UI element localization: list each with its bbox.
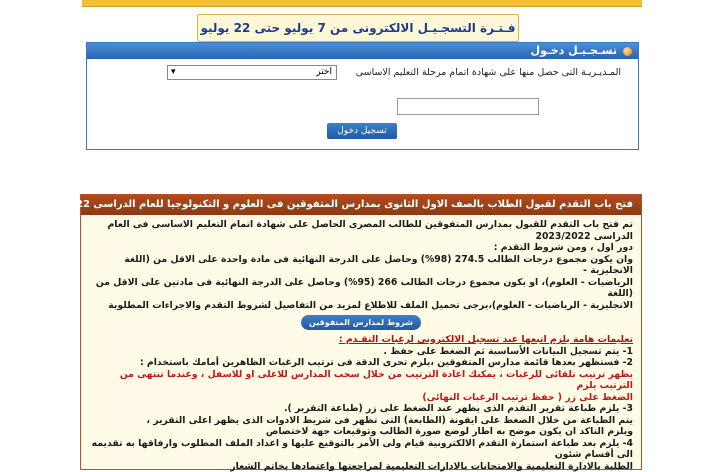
instruction-step: 1- يتم تسجيل البيانات الأساسية ثم الضغط على حفظ . [89,346,633,358]
registration-period-banner: فـتـرة التسجـيـل الالكترونى من 7 يوليو حتى 22 يوليو [197,14,519,42]
info-paragraph: تم فتح باب التقدم للقبول بمدارس المتفوقين للطالب المصرى الحاصل على شهادة اتمام التعليم الاساسى فى العام الدراسى 2023/2022 [89,219,633,242]
directorate-label: المـديـريـة التى حصل منها على شهادة اتمام مرحلة التعليم الاساسى [321,67,621,78]
bullet-icon [623,47,632,56]
instruction-step: 4- يلزم بعد طباعة استمارة التقدم الالكترونية قيام ولى الأمر بالتوقيع عليها و اعداد الملف المطلوب وارفاقها به تقديمه الى أقسام شئون [89,438,633,461]
rules-download-button[interactable]: شروط لمدارس المتفوقين [301,315,421,330]
chevron-down-icon: ▾ [171,66,176,79]
directorate-select[interactable] [167,65,337,80]
info-body [81,215,641,472]
top-strip [82,0,642,7]
login-button[interactable]: تسجيل دخول [327,123,397,139]
info-paragraph: الرياضيات - العلوم)، او يكون مجموع درجات الطالب 266 (95%) وحاصل على الدرجة النهائية فى مادتين على الاقل من (اللغة [89,277,633,300]
instruction-step: ويلزم التاكد ان يكون موضح به اطار لوضع صورة الطالب وتوقيعات جهة لاختصاص [89,426,633,438]
important-instructions-title: تعليمات هامة يلزم اتبعها عند تسجيل الالكترونى لرغبات التقـدم : [89,334,633,346]
instruction-step: 2- فستظهر بعدها قائمة مدارس المتفوقين ،يلزم تحرى الدقة فى ترتيب الرغبات الظاهرين أمامك باستخدام : [89,357,633,369]
info-header-title: فتح باب التقدم لقبول الطلاب بالصف الاول الثانوى بمدارس المتفوقين فى العلوم و التكنولوجيا للعام الدراسى 2022-2023 [81,195,641,215]
directorate-selected-value: اختر [316,67,332,77]
info-paragraph: الانجليزية - الرياضيات - العلوم)،يرجى تحميل الملف للاطلاع لمزيد من التفاصيل لشروط التقدم والاجراءات المطلوبة [89,300,633,312]
instruction-step: يظهر ترتيب تلقائى للرغبات ، يمكنك اعادة الترتيب من خلال سحب المدارس للاعلى او للاسفل ، وعندما تنتهى من الترتيب يلزم [89,369,633,392]
login-header [87,43,638,59]
info-paragraph: دور اول ، ومن شروط التقدم : [89,242,633,254]
info-panel [80,194,642,470]
instruction-step: الطلبة بالادارة التعليمية والامتحانات بالادارات التعليمية لمراجعتها واعتمادها بخاتم الشعار [89,461,633,472]
login-header-title: تسـجـيـل دخـول [531,43,617,59]
instruction-step: 3- يلزم طباعة تقرير التقدم الذى يظهر عند الضغط على زر (طباعة التقرير ). [89,403,633,415]
login-panel [86,42,639,150]
info-paragraph: وان يكون مجموع درجات الطالب 274.5 (98%) وحاصل على الدرجة النهائية فى مادة واحدة على الاقل من (اللغة الانجليزية - [89,254,633,277]
seat-number-input[interactable] [397,98,539,115]
instruction-step: يتم الطباعة من خلال الضغط على ايقونة (الطابعة) التى تظهر فى شريط الادوات الذى يظهر اعلى التقرير ، [89,415,633,427]
instruction-step: الضغط على زر ( حفظ ترتيب الرغبات النهائى) [89,392,633,404]
